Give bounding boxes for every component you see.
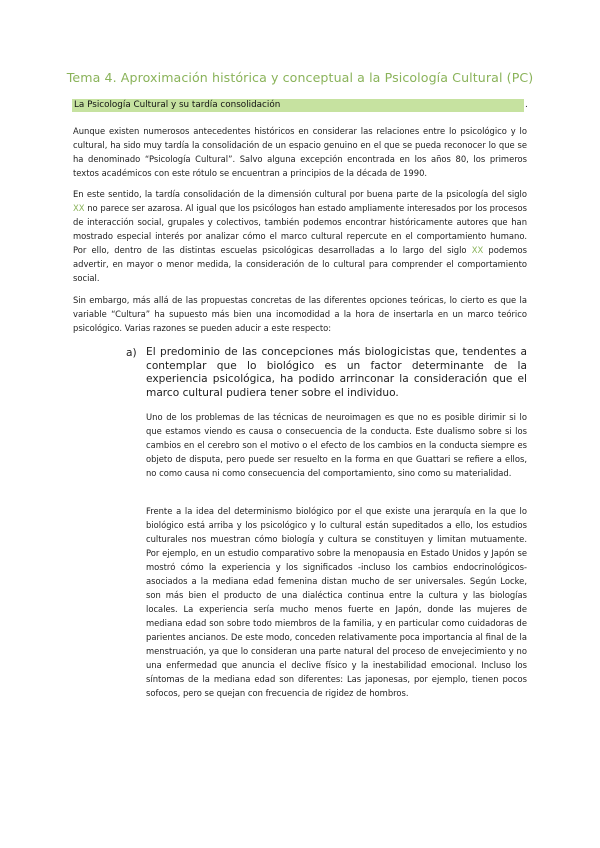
section-heading-dot: .	[525, 100, 528, 110]
list-marker: a)	[126, 347, 137, 359]
page-title: Tema 4. Aproximación histórica y conceptual a la Psicología Cultural (PC)	[66, 70, 534, 85]
paragraph-text: En este sentido, la tardía consolidación de la dimensión cultural por buena parte de la psicología del siglo	[73, 189, 527, 199]
sub-paragraph-determinism: Frente a la idea del determinismo biológico por el que existe una jerarquía en la que lo biológico está arriba y los psicológico y lo cultural están supeditados a ello, los estudios culturales nos muestran cómo biología y cultura se constituyen y limitan mutuamente. Por ejemplo, en un estudio comparativo sobre la menopausia en Estado Unidos y Japón se mostró cómo la experiencia y los significados -incluso los cambios endocrinológicos- asociados a la mediana edad femenina distan mucho de ser universales. Según Locke, son más bien el producto de una dialéctica continua entre la cultura y las biologías locales. La experiencia sería mucho menos fuerte en Japón, donde las mujeres de mediana edad son sobre todo miembros de la familia, y en particular como cuidadoras de parientes ancianos. De este modo, conceden relativamente poca importancia al final de la menstruación, ya que lo consideran una parte natural del proceso de envejecimiento y no una enfermedad que anuncia el declive físico y la inestabilidad emocional. Incluso los síntomas de la mediana edad son diferentes: Las japonesas, por ejemplo, tienen pocos sofocos, pero se quejan con frecuencia de rigidez de hombros.	[146, 506, 527, 698]
paragraph-intro: Aunque existen numerosos antecedentes históricos en considerar las relaciones entre lo psicológico y lo cultural, ha sido muy tardía la consolidación de un espacio genuino en el que se pueda reconocer lo que se ha denominado “Psicología Cultural”. Salvo alguna excepción encontrada en los años 80, los primeros textos académicos con este rótulo se encuentran a principios de la década de 1990.	[73, 126, 527, 178]
paragraph-text: podemos advertir, en mayor o menor medida, la consideración de lo cultural para comprender el comportamiento social.	[73, 245, 527, 283]
paragraph-reasons: Sin embargo, más allá de las propuestas concretas de las diferentes opciones teóricas, lo cierto es que la variable “Cultura” ha supuesto más bien una incomodidad a la hora de insertarla en un marco teórico psicológico. Varias razones se pueden aducir a este respecto:	[73, 295, 527, 333]
list-item-text: El predominio de las concepciones más biologicistas que, tendentes a contemplar que lo biológico es un factor determinante de la experiencia psicológica, ha podido arrinconar la consideración que el marco cultural pudiera tener sobre el individuo.	[146, 346, 527, 399]
section-heading: La Psicología Cultural y su tardía consolidación	[72, 99, 524, 112]
paragraph-text: no parece ser azarosa. Al igual que los psicólogos han estado ampliamente interesados por los procesos de interacción social, grupales y colectivos, también podemos encontrar históricamente autores que han mostrado especial interés por analizar cómo el marco cultural repercute en el comportamiento humano. Por ello, dentro de las distintas escuelas psicológicas desarrolladas a lo largo del siglo	[73, 203, 527, 255]
century-roman-numeral: XX	[471, 245, 484, 255]
paragraph-consolidation	[73, 187, 527, 285]
sub-paragraph-neuroimaging: Uno de los problemas de las técnicas de neuroimagen es que no es posible dirimir si lo que estamos viendo es causa o consecuencia de la conducta. Este dualismo sobre si los cambios en el cerebro son el motivo o el efecto de los cambios en la conducta siempre es objeto de disputa, pero puede ser resuelto en la forma en que Guattari se refiere a ellos, no como causa ni como consecuencia del comportamiento, sino como su materialidad.	[146, 412, 527, 478]
century-roman-numeral: XX	[73, 203, 85, 213]
